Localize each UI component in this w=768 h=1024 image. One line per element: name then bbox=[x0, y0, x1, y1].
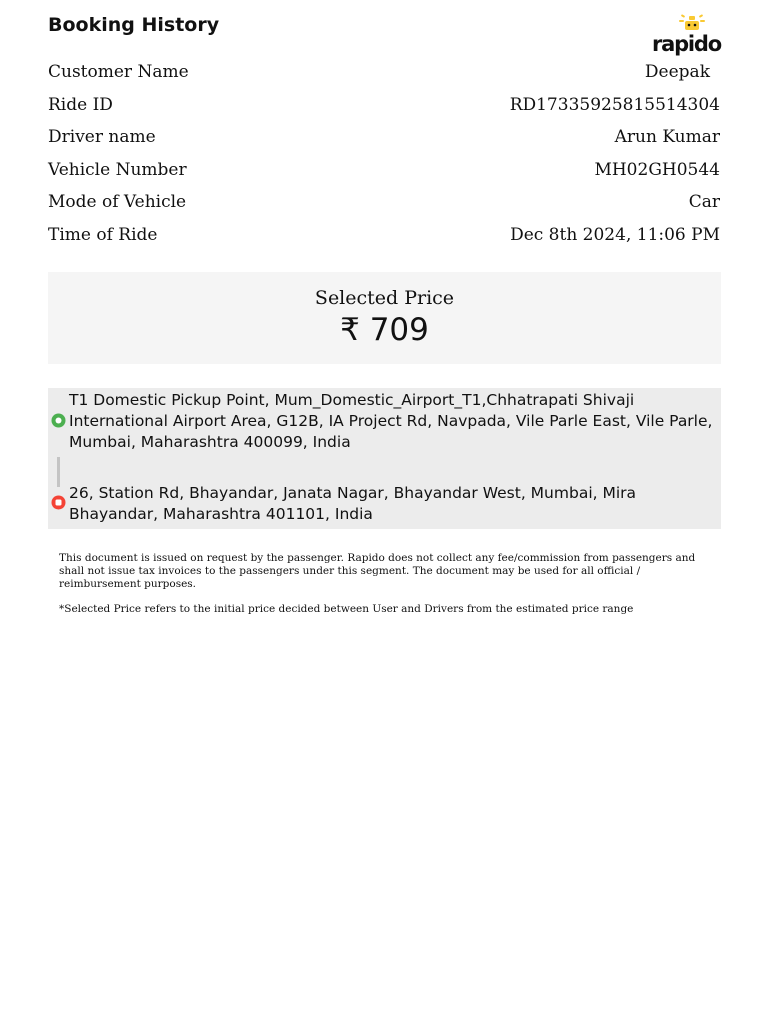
detail-label: Customer Name bbox=[48, 62, 189, 83]
detail-label: Ride ID bbox=[48, 94, 113, 115]
drop-address: 26, Station Rd, Bhayandar, Janata Nagar, Bhayandar West, Mumbai, Mira Bhayandar, Maharashtra 401101, India bbox=[69, 484, 637, 523]
detail-label: Vehicle Number bbox=[48, 159, 187, 180]
disclaimer-text: This document is issued on request by the passenger. Rapido does not collect any fee/commission from passengers and shall not issue tax invoices to the passengers under this segment. The document may be used for all official / reimbursement purposes. bbox=[59, 552, 696, 590]
rapido-logo bbox=[651, 14, 721, 56]
header bbox=[48, 12, 721, 56]
selected-price-value: ₹ 709 bbox=[340, 312, 429, 348]
detail-row-time-of-ride bbox=[48, 219, 720, 252]
rapido-logo-mark-icon bbox=[679, 14, 705, 32]
selected-price-card bbox=[48, 272, 721, 364]
rapido-logo-text: rapido bbox=[651, 32, 721, 56]
route-card bbox=[48, 388, 721, 529]
drop-dot-icon bbox=[51, 495, 66, 510]
booking-details bbox=[48, 56, 720, 251]
detail-value: MH02GH0544 bbox=[594, 159, 720, 180]
detail-row-ride-id bbox=[48, 89, 720, 122]
pickup-dot-icon bbox=[51, 413, 66, 428]
price-note: *Selected Price refers to the initial price decided between User and Drivers from the estimated price range bbox=[59, 603, 634, 615]
route-connector bbox=[57, 457, 60, 487]
disclaimer bbox=[59, 552, 709, 628]
page-title: Booking History bbox=[48, 14, 220, 36]
selected-price-label: Selected Price bbox=[314, 287, 455, 309]
detail-value: Deepak bbox=[644, 62, 710, 83]
detail-value: Dec 8th 2024, 11:06 PM bbox=[510, 224, 720, 245]
detail-label: Time of Ride bbox=[48, 224, 158, 245]
detail-label: Mode of Vehicle bbox=[48, 192, 187, 213]
detail-row-customer-name bbox=[48, 56, 720, 89]
detail-value: Arun Kumar bbox=[614, 127, 720, 148]
detail-value: Car bbox=[688, 192, 720, 213]
detail-row-mode-of-vehicle bbox=[48, 186, 720, 219]
detail-label: Driver name bbox=[48, 127, 156, 148]
detail-row-vehicle-number bbox=[48, 154, 720, 187]
pickup-address: T1 Domestic Pickup Point, Mum_Domestic_Airport_T1,Chhatrapati Shivaji International Airport Area, G12B, IA Project Rd, Navpada, Vile Parle East, Vile Parle, Mumbai, Maharashtra 400099, India bbox=[69, 391, 713, 451]
detail-row-driver-name bbox=[48, 121, 720, 154]
detail-value: RD17335925815514304 bbox=[509, 94, 720, 115]
